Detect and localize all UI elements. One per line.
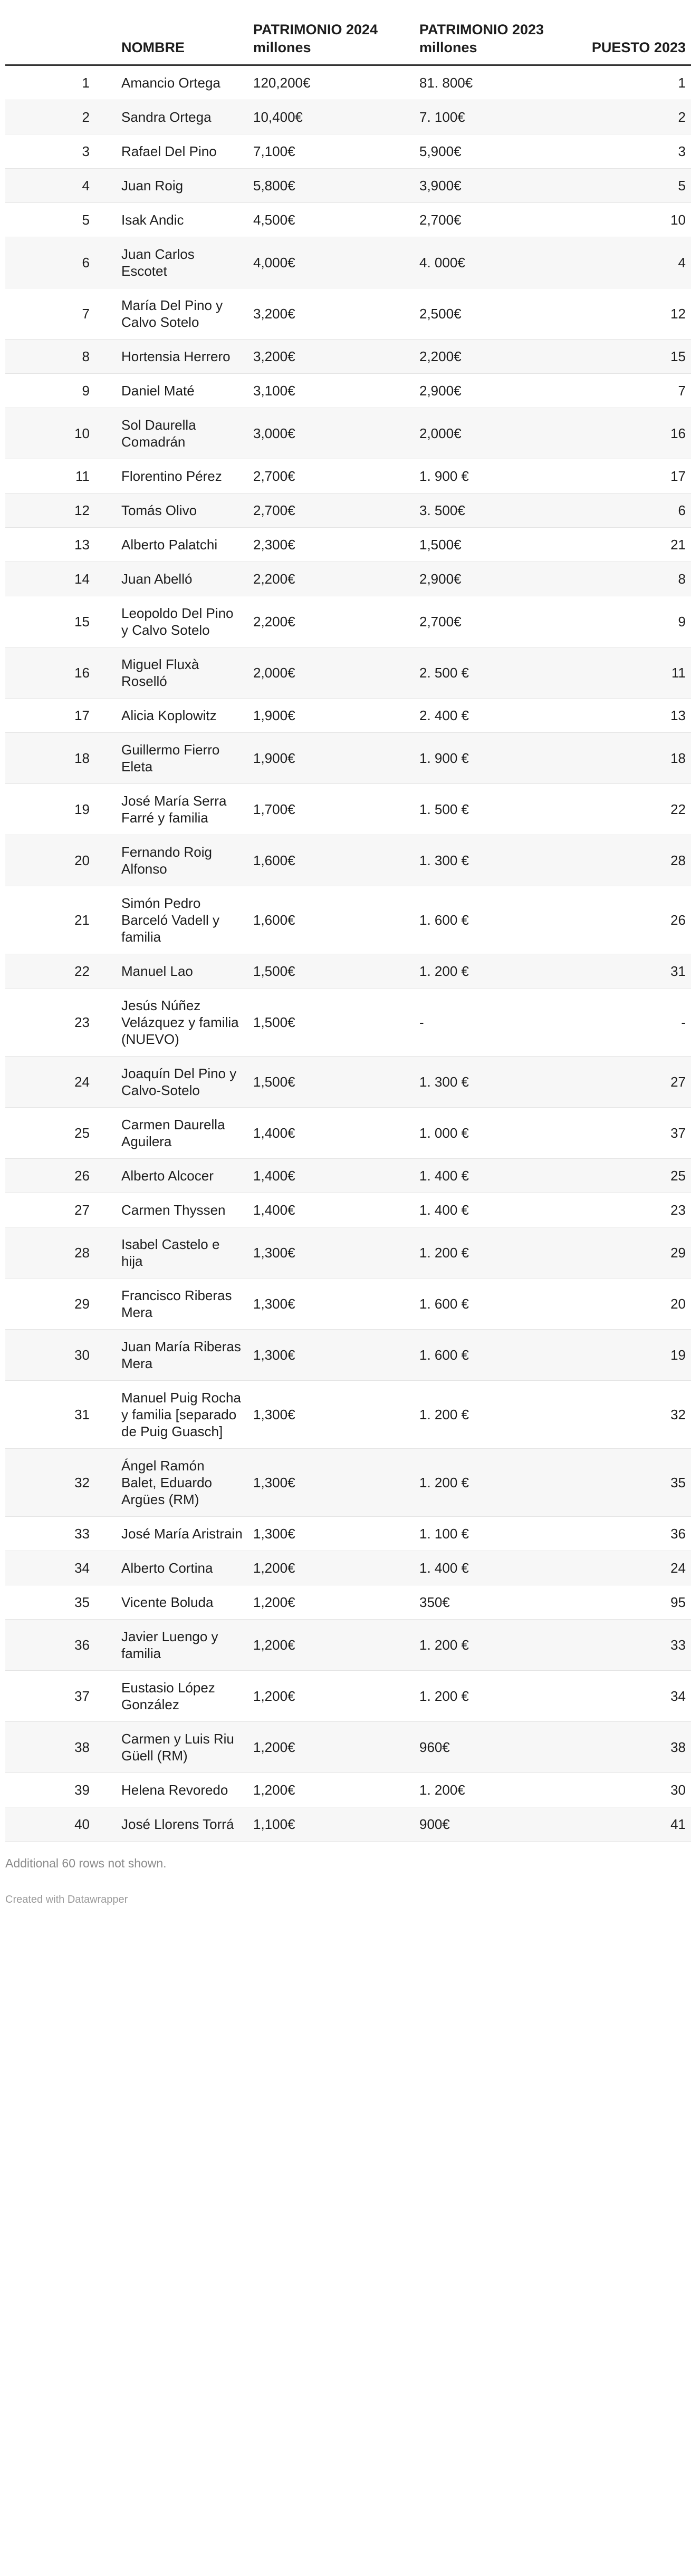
- column-header-rank[interactable]: [5, 0, 116, 65]
- cell-rank: 15: [5, 596, 116, 647]
- cell-name: Manuel Puig Rocha y familia [separado de Puig Guasch]: [116, 1380, 248, 1448]
- cell-patrimonio-2023: 1. 600 €: [414, 1278, 578, 1329]
- column-header-patrimonio-2024[interactable]: PATRIMONIO 2024 millones: [248, 0, 414, 65]
- cell-name: María Del Pino y Calvo Sotelo: [116, 288, 248, 339]
- cell-rank: 20: [5, 835, 116, 886]
- datawrapper-credit-link[interactable]: Created with Datawrapper: [5, 1893, 128, 1905]
- cell-name: Tomás Olivo: [116, 493, 248, 527]
- cell-puesto-2023: 7: [578, 373, 691, 408]
- cell-patrimonio-2023: 81. 800€: [414, 65, 578, 100]
- cell-patrimonio-2024: 1,200€: [248, 1585, 414, 1619]
- cell-puesto-2023: 35: [578, 1448, 691, 1516]
- cell-patrimonio-2024: 1,200€: [248, 1773, 414, 1807]
- table-row: [5, 1585, 691, 1619]
- table-row: [5, 168, 691, 202]
- cell-patrimonio-2023: 1. 200 €: [414, 1380, 578, 1448]
- cell-rank: 12: [5, 493, 116, 527]
- cell-name: Florentino Pérez: [116, 459, 248, 493]
- cell-rank: 36: [5, 1619, 116, 1670]
- cell-rank: 21: [5, 886, 116, 954]
- table-row: [5, 493, 691, 527]
- cell-name: Fernando Roig Alfonso: [116, 835, 248, 886]
- cell-patrimonio-2024: 7,100€: [248, 134, 414, 168]
- table-row: [5, 783, 691, 835]
- cell-name: Isabel Castelo e hija: [116, 1227, 248, 1278]
- cell-patrimonio-2023: 900€: [414, 1807, 578, 1841]
- cell-patrimonio-2024: 1,300€: [248, 1227, 414, 1278]
- cell-patrimonio-2024: 3,200€: [248, 339, 414, 373]
- cell-patrimonio-2024: 120,200€: [248, 65, 414, 100]
- cell-patrimonio-2024: 2,700€: [248, 459, 414, 493]
- cell-name: Guillermo Fierro Eleta: [116, 732, 248, 783]
- cell-patrimonio-2023: 3,900€: [414, 168, 578, 202]
- cell-patrimonio-2024: 1,300€: [248, 1278, 414, 1329]
- cell-name: Rafael Del Pino: [116, 134, 248, 168]
- cell-name: Eustasio López González: [116, 1670, 248, 1721]
- cell-patrimonio-2024: 1,600€: [248, 835, 414, 886]
- cell-rank: 38: [5, 1721, 116, 1773]
- header-row: [5, 0, 691, 65]
- table-row: [5, 339, 691, 373]
- cell-name: Juan Roig: [116, 168, 248, 202]
- cell-name: Juan Carlos Escotet: [116, 237, 248, 288]
- cell-name: Javier Luengo y familia: [116, 1619, 248, 1670]
- cell-patrimonio-2024: 3,200€: [248, 288, 414, 339]
- cell-puesto-2023: 21: [578, 527, 691, 561]
- cell-patrimonio-2024: 1,200€: [248, 1721, 414, 1773]
- table-row: [5, 988, 691, 1056]
- table-row: [5, 1380, 691, 1448]
- cell-patrimonio-2024: 1,300€: [248, 1380, 414, 1448]
- cell-patrimonio-2023: -: [414, 988, 578, 1056]
- cell-patrimonio-2023: 2,200€: [414, 339, 578, 373]
- cell-patrimonio-2024: 4,500€: [248, 202, 414, 237]
- cell-rank: 33: [5, 1516, 116, 1551]
- table-row: [5, 1721, 691, 1773]
- cell-rank: 4: [5, 168, 116, 202]
- table-row: [5, 1278, 691, 1329]
- cell-patrimonio-2024: 1,900€: [248, 698, 414, 732]
- cell-patrimonio-2024: 1,200€: [248, 1551, 414, 1585]
- cell-rank: 23: [5, 988, 116, 1056]
- cell-name: Hortensia Herrero: [116, 339, 248, 373]
- cell-patrimonio-2023: 1. 100 €: [414, 1516, 578, 1551]
- cell-puesto-2023: 15: [578, 339, 691, 373]
- cell-patrimonio-2023: 2,900€: [414, 373, 578, 408]
- cell-patrimonio-2023: 2. 400 €: [414, 698, 578, 732]
- cell-patrimonio-2023: 1. 200 €: [414, 1670, 578, 1721]
- cell-rank: 30: [5, 1329, 116, 1380]
- cell-name: Miguel Fluxà Roselló: [116, 647, 248, 698]
- cell-name: Alberto Alcocer: [116, 1158, 248, 1193]
- cell-name: Simón Pedro Barceló Vadell y familia: [116, 886, 248, 954]
- table-row: [5, 1551, 691, 1585]
- cell-puesto-2023: 10: [578, 202, 691, 237]
- cell-patrimonio-2023: 1. 300 €: [414, 835, 578, 886]
- cell-rank: 6: [5, 237, 116, 288]
- cell-patrimonio-2023: 3. 500€: [414, 493, 578, 527]
- cell-puesto-2023: 2: [578, 100, 691, 134]
- cell-rank: 32: [5, 1448, 116, 1516]
- cell-patrimonio-2024: 2,200€: [248, 596, 414, 647]
- cell-rank: 28: [5, 1227, 116, 1278]
- cell-patrimonio-2023: 2,000€: [414, 408, 578, 459]
- cell-rank: 16: [5, 647, 116, 698]
- cell-puesto-2023: 24: [578, 1551, 691, 1585]
- table-row: [5, 596, 691, 647]
- cell-name: Daniel Maté: [116, 373, 248, 408]
- cell-patrimonio-2024: 2,000€: [248, 647, 414, 698]
- cell-puesto-2023: 37: [578, 1107, 691, 1158]
- cell-patrimonio-2024: 1,700€: [248, 783, 414, 835]
- cell-puesto-2023: 4: [578, 237, 691, 288]
- cell-puesto-2023: 1: [578, 65, 691, 100]
- cell-name: Sandra Ortega: [116, 100, 248, 134]
- table-row: [5, 1227, 691, 1278]
- cell-puesto-2023: 17: [578, 459, 691, 493]
- cell-patrimonio-2023: 1. 600 €: [414, 1329, 578, 1380]
- cell-rank: 2: [5, 100, 116, 134]
- cell-patrimonio-2024: 1,300€: [248, 1448, 414, 1516]
- billionaires-table: [5, 0, 691, 1842]
- table-row: [5, 1619, 691, 1670]
- table-row: [5, 732, 691, 783]
- table-notes: Additional 60 rows not shown.: [5, 1856, 167, 1870]
- table-row: [5, 1670, 691, 1721]
- cell-rank: 13: [5, 527, 116, 561]
- table-row: [5, 1056, 691, 1107]
- cell-puesto-2023: 9: [578, 596, 691, 647]
- cell-name: Alberto Palatchi: [116, 527, 248, 561]
- cell-puesto-2023: 19: [578, 1329, 691, 1380]
- table-row: [5, 408, 691, 459]
- table-row: [5, 886, 691, 954]
- cell-name: Juan Abelló: [116, 561, 248, 596]
- cell-name: Amancio Ortega: [116, 65, 248, 100]
- cell-rank: 19: [5, 783, 116, 835]
- table-row: [5, 202, 691, 237]
- cell-name: Vicente Boluda: [116, 1585, 248, 1619]
- table-row: [5, 527, 691, 561]
- cell-patrimonio-2024: 4,000€: [248, 237, 414, 288]
- cell-name: Sol Daurella Comadrán: [116, 408, 248, 459]
- cell-patrimonio-2024: 1,500€: [248, 954, 414, 988]
- cell-name: José María Aristrain: [116, 1516, 248, 1551]
- cell-patrimonio-2023: 1. 000 €: [414, 1107, 578, 1158]
- cell-name: Alberto Cortina: [116, 1551, 248, 1585]
- cell-patrimonio-2023: 1. 600 €: [414, 886, 578, 954]
- cell-patrimonio-2024: 1,400€: [248, 1107, 414, 1158]
- cell-name: Manuel Lao: [116, 954, 248, 988]
- cell-patrimonio-2024: 1,100€: [248, 1807, 414, 1841]
- cell-rank: 39: [5, 1773, 116, 1807]
- cell-puesto-2023: 32: [578, 1380, 691, 1448]
- cell-puesto-2023: 31: [578, 954, 691, 988]
- cell-patrimonio-2024: 1,600€: [248, 886, 414, 954]
- cell-puesto-2023: 18: [578, 732, 691, 783]
- table-row: [5, 954, 691, 988]
- cell-patrimonio-2024: 1,300€: [248, 1329, 414, 1380]
- cell-rank: 22: [5, 954, 116, 988]
- table-row: [5, 65, 691, 100]
- cell-puesto-2023: 11: [578, 647, 691, 698]
- cell-patrimonio-2024: 1,300€: [248, 1516, 414, 1551]
- table-row: [5, 288, 691, 339]
- cell-rank: 11: [5, 459, 116, 493]
- cell-patrimonio-2024: 5,800€: [248, 168, 414, 202]
- cell-name: Carmen Thyssen: [116, 1193, 248, 1227]
- table-row: [5, 459, 691, 493]
- cell-name: Leopoldo Del Pino y Calvo Sotelo: [116, 596, 248, 647]
- cell-patrimonio-2024: 1,200€: [248, 1670, 414, 1721]
- cell-puesto-2023: 38: [578, 1721, 691, 1773]
- cell-patrimonio-2023: 1. 400 €: [414, 1551, 578, 1585]
- cell-puesto-2023: 12: [578, 288, 691, 339]
- cell-patrimonio-2024: 2,300€: [248, 527, 414, 561]
- cell-patrimonio-2023: 1. 900 €: [414, 732, 578, 783]
- cell-patrimonio-2023: 4. 000€: [414, 237, 578, 288]
- cell-puesto-2023: 28: [578, 835, 691, 886]
- cell-puesto-2023: 30: [578, 1773, 691, 1807]
- cell-rank: 8: [5, 339, 116, 373]
- cell-puesto-2023: 33: [578, 1619, 691, 1670]
- table-row: [5, 237, 691, 288]
- cell-patrimonio-2024: 1,500€: [248, 988, 414, 1056]
- cell-puesto-2023: 25: [578, 1158, 691, 1193]
- table-row: [5, 134, 691, 168]
- cell-rank: 25: [5, 1107, 116, 1158]
- table-row: [5, 1158, 691, 1193]
- cell-name: Joaquín Del Pino y Calvo-Sotelo: [116, 1056, 248, 1107]
- table-row: [5, 698, 691, 732]
- cell-patrimonio-2024: 2,200€: [248, 561, 414, 596]
- cell-puesto-2023: 36: [578, 1516, 691, 1551]
- cell-patrimonio-2023: 2. 500 €: [414, 647, 578, 698]
- cell-puesto-2023: 95: [578, 1585, 691, 1619]
- cell-puesto-2023: 41: [578, 1807, 691, 1841]
- cell-name: Jesús Núñez Velázquez y familia (NUEVO): [116, 988, 248, 1056]
- table-header: [5, 0, 691, 65]
- table-row: [5, 1516, 691, 1551]
- table-row: [5, 1773, 691, 1807]
- table-row: [5, 647, 691, 698]
- cell-patrimonio-2024: 3,000€: [248, 408, 414, 459]
- cell-patrimonio-2023: 1. 400 €: [414, 1158, 578, 1193]
- cell-rank: 7: [5, 288, 116, 339]
- cell-rank: 14: [5, 561, 116, 596]
- table-row: [5, 1807, 691, 1841]
- cell-puesto-2023: 6: [578, 493, 691, 527]
- cell-patrimonio-2023: 1. 300 €: [414, 1056, 578, 1107]
- column-header-name[interactable]: NOMBRE: [116, 0, 248, 65]
- table-row: [5, 1193, 691, 1227]
- cell-name: Helena Revoredo: [116, 1773, 248, 1807]
- cell-name: Carmen y Luis Riu Güell (RM): [116, 1721, 248, 1773]
- cell-patrimonio-2024: 2,700€: [248, 493, 414, 527]
- cell-rank: 18: [5, 732, 116, 783]
- column-header-patrimonio-2023[interactable]: PATRIMONIO 2023 millones: [414, 0, 578, 65]
- cell-rank: 31: [5, 1380, 116, 1448]
- cell-puesto-2023: 22: [578, 783, 691, 835]
- cell-patrimonio-2023: 1. 400 €: [414, 1193, 578, 1227]
- cell-puesto-2023: 23: [578, 1193, 691, 1227]
- cell-patrimonio-2024: 10,400€: [248, 100, 414, 134]
- table-row: [5, 1448, 691, 1516]
- table-row: [5, 373, 691, 408]
- cell-puesto-2023: 5: [578, 168, 691, 202]
- cell-patrimonio-2023: 7. 100€: [414, 100, 578, 134]
- cell-puesto-2023: 13: [578, 698, 691, 732]
- cell-patrimonio-2023: 1. 200 €: [414, 954, 578, 988]
- cell-rank: 24: [5, 1056, 116, 1107]
- cell-patrimonio-2023: 5,900€: [414, 134, 578, 168]
- cell-patrimonio-2023: 1,500€: [414, 527, 578, 561]
- cell-patrimonio-2024: 1,200€: [248, 1619, 414, 1670]
- table-row: [5, 1329, 691, 1380]
- cell-rank: 26: [5, 1158, 116, 1193]
- cell-patrimonio-2023: 960€: [414, 1721, 578, 1773]
- cell-name: Francisco Riberas Mera: [116, 1278, 248, 1329]
- cell-patrimonio-2024: 1,400€: [248, 1193, 414, 1227]
- cell-rank: 1: [5, 65, 116, 100]
- cell-puesto-2023: 34: [578, 1670, 691, 1721]
- cell-patrimonio-2024: 1,400€: [248, 1158, 414, 1193]
- cell-patrimonio-2023: 1. 200 €: [414, 1448, 578, 1516]
- table-row: [5, 561, 691, 596]
- cell-name: Alicia Koplowitz: [116, 698, 248, 732]
- cell-patrimonio-2023: 1. 900 €: [414, 459, 578, 493]
- cell-rank: 3: [5, 134, 116, 168]
- cell-patrimonio-2023: 1. 200 €: [414, 1227, 578, 1278]
- cell-patrimonio-2023: 2,700€: [414, 202, 578, 237]
- cell-rank: 10: [5, 408, 116, 459]
- cell-name: Carmen Daurella Aguilera: [116, 1107, 248, 1158]
- table-row: [5, 835, 691, 886]
- cell-patrimonio-2023: 1. 500 €: [414, 783, 578, 835]
- cell-patrimonio-2024: 1,900€: [248, 732, 414, 783]
- cell-patrimonio-2024: 3,100€: [248, 373, 414, 408]
- cell-rank: 34: [5, 1551, 116, 1585]
- cell-patrimonio-2023: 2,900€: [414, 561, 578, 596]
- cell-rank: 37: [5, 1670, 116, 1721]
- table-row: [5, 100, 691, 134]
- cell-rank: 29: [5, 1278, 116, 1329]
- cell-rank: 17: [5, 698, 116, 732]
- cell-patrimonio-2023: 1. 200 €: [414, 1619, 578, 1670]
- cell-rank: 27: [5, 1193, 116, 1227]
- cell-name: Ángel Ramón Balet, Eduardo Argües (RM): [116, 1448, 248, 1516]
- cell-puesto-2023: -: [578, 988, 691, 1056]
- cell-rank: 5: [5, 202, 116, 237]
- cell-rank: 9: [5, 373, 116, 408]
- cell-name: José Llorens Torrá: [116, 1807, 248, 1841]
- column-header-puesto-2023[interactable]: PUESTO 2023: [578, 0, 691, 65]
- table-row: [5, 1107, 691, 1158]
- cell-name: Juan María Riberas Mera: [116, 1329, 248, 1380]
- table-body: [5, 65, 691, 1841]
- cell-name: Isak Andic: [116, 202, 248, 237]
- cell-rank: 35: [5, 1585, 116, 1619]
- cell-puesto-2023: 20: [578, 1278, 691, 1329]
- cell-name: José María Serra Farré y familia: [116, 783, 248, 835]
- cell-puesto-2023: 16: [578, 408, 691, 459]
- cell-patrimonio-2023: 1. 200€: [414, 1773, 578, 1807]
- cell-puesto-2023: 29: [578, 1227, 691, 1278]
- cell-patrimonio-2023: 2,700€: [414, 596, 578, 647]
- cell-puesto-2023: 3: [578, 134, 691, 168]
- cell-puesto-2023: 27: [578, 1056, 691, 1107]
- cell-puesto-2023: 8: [578, 561, 691, 596]
- cell-rank: 40: [5, 1807, 116, 1841]
- cell-puesto-2023: 26: [578, 886, 691, 954]
- cell-patrimonio-2023: 350€: [414, 1585, 578, 1619]
- cell-patrimonio-2024: 1,500€: [248, 1056, 414, 1107]
- cell-patrimonio-2023: 2,500€: [414, 288, 578, 339]
